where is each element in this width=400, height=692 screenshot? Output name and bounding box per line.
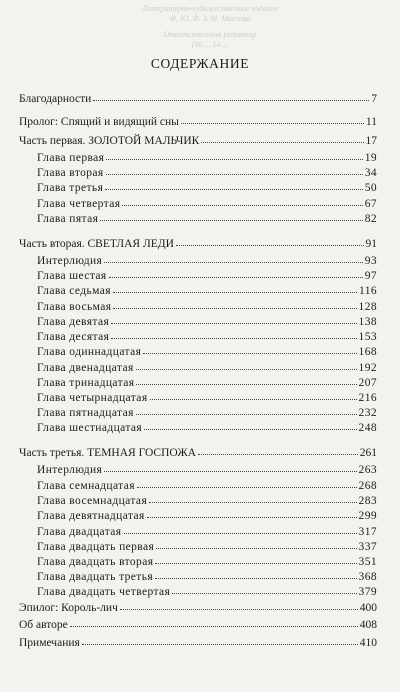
toc-entry-label: Глава двенадцатая [37,362,134,374]
toc-entry-label: Глава восьмая [37,301,112,313]
toc-entry-label: Часть вторая. СВЕТЛАЯ ЛЕДИ [19,238,174,250]
toc-entry-section [19,636,377,650]
toc-entry-label: Благодарности [19,93,92,105]
toc-entry-page-number: 91 [365,238,377,250]
toc-entry-label: Глава шестая [37,270,107,282]
dot-leader [181,122,364,124]
dot-leader [147,516,357,518]
dot-leader [155,562,356,564]
toc-entry-section [19,115,377,129]
toc-entry-label: Глава третья [37,182,104,194]
toc-entry-page-number: 17 [365,135,377,147]
dot-leader [105,188,362,190]
dot-leader [70,625,358,627]
toc-entry-chapter [37,479,377,493]
toc-entry-label: Глава двадцать первая [37,541,155,553]
bleed-through-text: Ответственный редактор [163,30,257,39]
dot-leader [109,276,363,278]
toc-entry-page-number: 337 [358,541,377,553]
toc-entry-label: Глава четвертая [37,198,121,210]
toc-entry-label: Глава девятая [37,316,110,328]
toc-entry-chapter [37,540,377,554]
toc-entry-page-number: 168 [358,346,377,358]
toc-entry-page-number: 351 [358,556,377,568]
dot-leader [172,592,356,594]
toc-entry-page-number: 153 [358,331,377,343]
dot-leader [143,352,356,354]
toc-entry-chapter [37,212,377,226]
toc-entry-label: Глава одиннадцатая [37,346,142,358]
toc-entry-chapter [37,300,377,314]
toc-entry-chapter [37,585,377,599]
toc-entry-page-number: 317 [358,526,377,538]
toc-entry-label: Глава пятнадцатая [37,407,134,419]
toc-entry-chapter [37,345,377,359]
toc-entry-chapter [37,376,377,390]
toc-entry-page-number: 128 [358,301,377,313]
toc-entry-page-number: 379 [358,586,377,598]
dot-leader [136,383,356,385]
toc-entry-page-number: 263 [358,464,377,476]
toc-entry-chapter [37,181,377,195]
dot-leader [176,244,364,246]
toc-entry-chapter [37,284,377,298]
toc-entry-page-number: 283 [358,495,377,507]
toc-entry-page-number: 116 [358,285,377,297]
toc-entry-page-number: 93 [364,255,377,267]
dot-leader [113,307,356,309]
toc-entry-page-number: 7 [371,93,377,105]
dot-leader [201,141,363,143]
toc-entry-chapter [37,315,377,329]
toc-entry-label: Интерлюдия [37,464,103,476]
toc-entry-section [19,601,377,615]
toc-entry-label: Глава двадцать четвертая [37,586,171,598]
toc-entry-label: Глава десятая [37,331,110,343]
dot-leader [124,532,357,534]
toc-entry-page-number: 400 [359,602,377,614]
toc-entry-label: Глава двадцать третья [37,571,154,583]
dot-leader [136,413,357,415]
toc-entry-page-number: 138 [358,316,377,328]
dot-leader [198,453,358,455]
toc-entry-label: Пролог: Спящий и видящий сны [19,116,179,128]
toc-entry-chapter [37,509,377,523]
toc-entry-page-number: 82 [364,213,377,225]
dot-leader [155,577,356,579]
toc-entry-page-number: 67 [364,198,377,210]
toc-entry-section [19,618,377,632]
toc-entry-label: Глава тринадцатая [37,377,135,389]
dot-leader [104,261,362,263]
toc-entry-label: Часть первая. ЗОЛОТОЙ МАЛЬЧИК [19,135,200,147]
toc-entry-label: Глава шестнадцатая [37,422,143,434]
page-title: СОДЕРЖАНИЕ [150,56,250,71]
dot-leader [122,204,362,206]
toc-entry-label: Глава пятая [37,213,99,225]
bleed-through-text: Литературно-художественное издание [141,4,279,13]
toc-entry-chapter [37,406,377,420]
toc-entry-chapter [37,197,377,211]
dot-leader [104,470,356,472]
toc-entry-page-number: 192 [358,362,377,374]
toc-entry-label: Эпилог: Король-лич [19,602,118,614]
toc-entry-section [19,237,377,251]
toc-entry-section [19,134,377,148]
toc-entry-label: Глава двадцатая [37,526,122,538]
toc-entry-page-number: 410 [359,637,377,649]
dot-leader [149,501,356,503]
toc-entry-chapter [37,361,377,375]
toc-entry-page-number: 19 [364,152,377,164]
bleed-through-text: (16 ... 14 ... [191,40,229,49]
toc-entry-page-number: 368 [358,571,377,583]
toc-entry-page-number: 408 [359,619,377,631]
dot-leader [82,643,358,645]
toc-entry-page-number: 34 [364,167,377,179]
toc-entry-label: Глава первая [37,152,105,164]
toc-entry-chapter [37,254,377,268]
toc-entry-section [19,446,377,460]
toc-entry-chapter [37,555,377,569]
dot-leader [156,547,356,549]
toc-entry-label: Примечания [19,637,80,649]
toc-entry-page-number: 216 [358,392,377,404]
toc-entry-page-number: 299 [358,510,377,522]
toc-entry-label: Глава девятнадцатая [37,510,145,522]
toc-entry-page-number: 232 [358,407,377,419]
dot-leader [106,173,363,175]
toc-entry-page-number: 11 [365,116,377,128]
toc-entry-label: Глава семнадцатая [37,480,135,492]
toc-entry-label: Часть третья. ТЕМНАЯ ГОСПОЖА [19,447,196,459]
toc-entry-label: Об авторе [19,619,68,631]
toc-entry-chapter [37,151,377,165]
toc-entry-label: Глава восемнадцатая [37,495,148,507]
dot-leader [144,428,356,430]
toc-entry-page-number: 50 [364,182,377,194]
dot-leader [136,368,357,370]
toc-entry-chapter [37,269,377,283]
dot-leader [137,486,357,488]
dot-leader [111,337,356,339]
dot-leader [93,99,369,101]
toc-entry-chapter [37,166,377,180]
toc-entry-page-number: 248 [358,422,377,434]
toc-entry-chapter [37,463,377,477]
toc-entry-label: Глава четырнадцатая [37,392,148,404]
toc-entry-label: Интерлюдия [37,255,103,267]
toc-entry-chapter [37,391,377,405]
toc-entry-label: Глава седьмая [37,285,111,297]
toc-entry-page-number: 268 [358,480,377,492]
dot-leader [150,398,357,400]
toc-entry-chapter [37,525,377,539]
toc-entry-page-number: 207 [358,377,377,389]
toc-entry-label: Глава двадцать вторая [37,556,154,568]
toc-entry-label: Глава вторая [37,167,104,179]
dot-leader [113,291,357,293]
toc-entry-page-number: 97 [364,270,377,282]
toc-entry-chapter [37,421,377,435]
bleed-through-text: Ф. Ю. Ф. З. М. Маслова [169,14,251,23]
dot-leader [100,219,362,221]
dot-leader [111,322,356,324]
toc-entry-page-number: 261 [359,447,377,459]
dot-leader [106,158,362,160]
toc-entry-section [19,92,377,106]
toc-entry-chapter [37,570,377,584]
dot-leader [120,608,358,610]
toc-entry-chapter [37,494,377,508]
toc-entry-chapter [37,330,377,344]
